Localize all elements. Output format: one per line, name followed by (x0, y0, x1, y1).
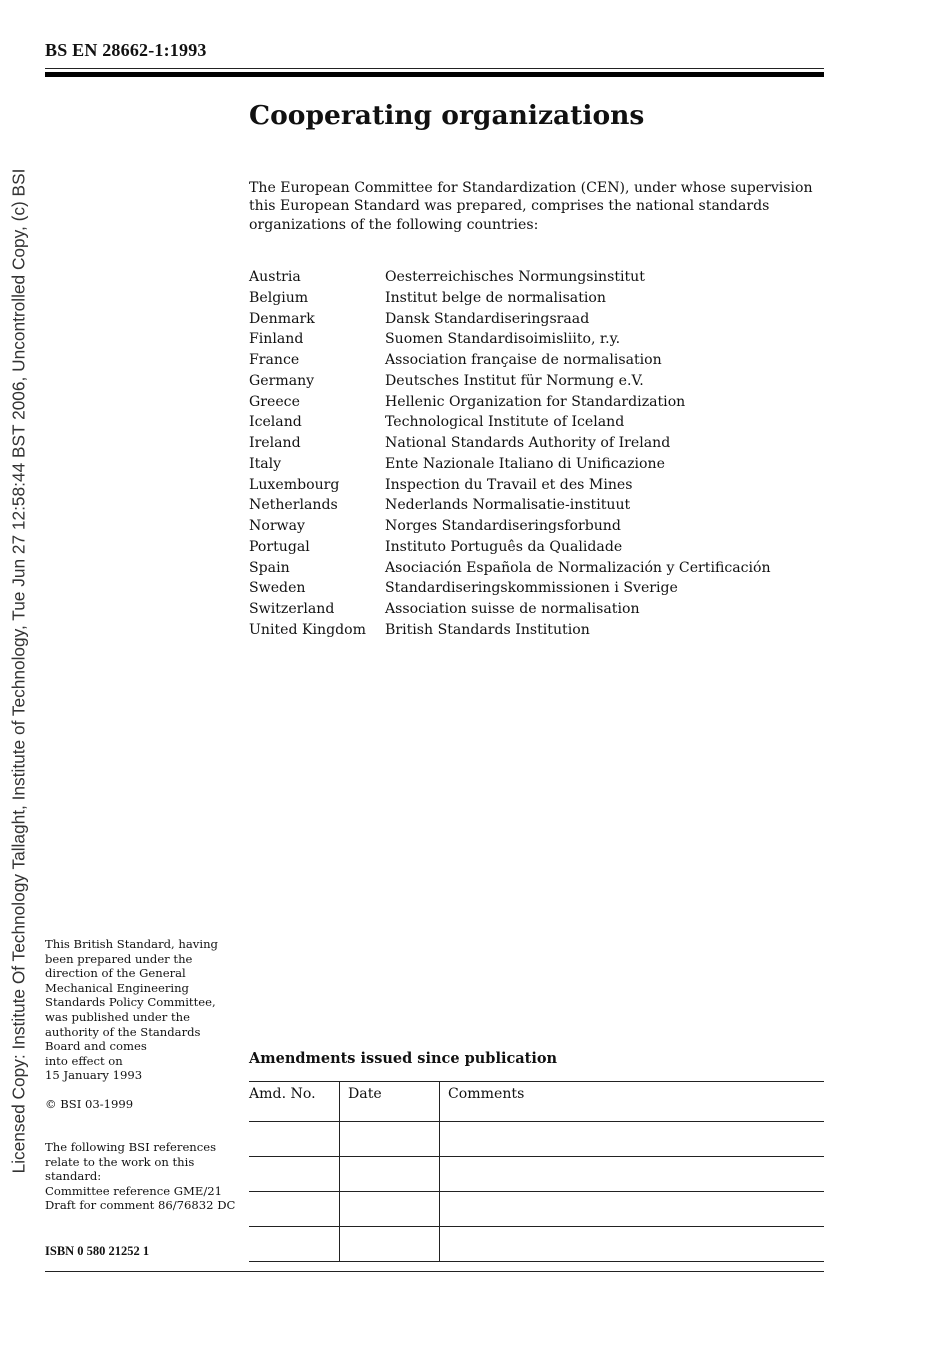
amendments-title: Amendments issued since publication (249, 1050, 558, 1067)
organization-name: Nederlands Normalisatie-instituut (385, 497, 631, 514)
country-name: Denmark (249, 310, 315, 327)
list-item (249, 267, 771, 288)
committee-reference: Committee reference GME/21 (45, 1183, 222, 1198)
list-item (249, 475, 771, 496)
list-item (249, 454, 771, 475)
bsi-references-line: relate to the work on this (45, 1154, 195, 1169)
column-header-date: Date (340, 1082, 440, 1122)
publication-note-line: Standards Policy Committee, (45, 995, 216, 1010)
organization-name: Inspection du Travail et des Mines (385, 476, 633, 493)
publication-note-line: direction of the General (45, 966, 186, 981)
publication-note-line: This British Standard, having (45, 937, 218, 951)
country-name: United Kingdom (249, 621, 366, 638)
organization-name: British Standards Institution (385, 621, 590, 638)
organization-name: Oesterreichisches Normungsinstitut (385, 269, 645, 285)
country-name: Ireland (249, 435, 301, 451)
list-item (249, 288, 771, 309)
header-rule-thin (45, 68, 824, 69)
organization-name: Institut belge de normalisation (385, 289, 606, 306)
list-item (249, 578, 771, 599)
organization-name: Deutsches Institut für Normung e.V. (385, 372, 644, 389)
footer-rule (45, 1271, 824, 1272)
organization-name: Suomen Standardisoimisliito, r.y. (385, 331, 621, 348)
list-item (249, 433, 771, 454)
table-cell (340, 1192, 440, 1227)
publication-note-line: authority of the Standards (45, 1024, 201, 1039)
organization-name: Association française de normalisation (385, 352, 662, 368)
list-item (249, 599, 771, 620)
list-item (249, 329, 771, 350)
organization-name: Association suisse de normalisation (385, 601, 640, 617)
page-title: Cooperating organizations (249, 100, 645, 131)
organization-name: Norges Standardiseringsforbund (385, 518, 621, 534)
table-row (249, 1227, 824, 1262)
publication-note-line: Board and comes (45, 1039, 147, 1054)
table-cell (440, 1192, 825, 1227)
table-row (249, 1122, 824, 1157)
publication-note-line: was published under the (45, 1009, 191, 1024)
column-header-comments: Comments (440, 1082, 825, 1122)
isbn: ISBN 0 580 21252 1 (45, 1244, 150, 1258)
draft-reference: Draft for comment 86/76832 DC (45, 1198, 236, 1213)
country-name: Norway (249, 518, 305, 534)
list-item (249, 516, 771, 537)
bsi-references-line: standard: (45, 1169, 102, 1184)
table-cell (440, 1227, 825, 1262)
table-cell (249, 1192, 340, 1227)
header-rule-thick (45, 72, 824, 77)
amendments-table (249, 1081, 824, 1262)
country-name: Netherlands (249, 497, 338, 514)
list-item (249, 558, 771, 579)
organization-name: Dansk Standardiseringsraad (385, 310, 590, 327)
country-name: Belgium (249, 289, 309, 306)
organization-name: Asociación Española de Normalización y Certificación (385, 559, 771, 576)
bsi-references-line: The following BSI references (45, 1140, 217, 1154)
table-cell (340, 1227, 440, 1262)
country-name: Sweden (249, 580, 306, 597)
table-cell (249, 1227, 340, 1262)
country-name: Switzerland (249, 601, 335, 617)
organization-name: Technological Institute of Iceland (385, 414, 625, 431)
country-name: Finland (249, 331, 304, 348)
list-item (249, 412, 771, 433)
country-name: Austria (249, 269, 301, 285)
bsi-references (45, 1140, 240, 1213)
table-row (249, 1192, 824, 1227)
country-name: Italy (249, 455, 282, 472)
organization-name: Instituto Português da Qualidade (385, 538, 623, 555)
country-name: Iceland (249, 414, 302, 431)
organizations-list (249, 267, 771, 641)
organization-name: National Standards Authority of Ireland (385, 435, 671, 451)
country-name: Germany (249, 372, 315, 389)
table-cell (340, 1122, 440, 1157)
list-item (249, 495, 771, 516)
license-watermark: Licensed Copy: Institute Of Technology Tallaght, Institute of Technology, Tue Jun 27 12:58:44 BST 2006, Uncontrolled Copy, (c) BSI (8, 168, 29, 1174)
organization-name: Standardiseringskommissionen i Sverige (385, 580, 678, 597)
list-item (249, 537, 771, 558)
country-name: France (249, 352, 300, 368)
organization-name: Hellenic Organization for Standardization (385, 393, 686, 410)
country-name: Portugal (249, 538, 310, 555)
table-cell (249, 1157, 340, 1192)
publication-date: 15 January 1993 (45, 1068, 143, 1083)
country-name: Greece (249, 393, 300, 410)
list-item (249, 392, 771, 413)
document-code: BS EN 28662-1:1993 (45, 40, 207, 60)
publication-note (45, 937, 240, 1083)
publication-note-line: Mechanical Engineering (45, 980, 189, 995)
list-item (249, 350, 771, 371)
table-cell (340, 1157, 440, 1192)
table-cell (440, 1122, 825, 1157)
country-name: Spain (249, 559, 290, 576)
table-cell (249, 1122, 340, 1157)
intro-paragraph: The European Committee for Standardization (CEN), under whose supervision this European Standard was prepared, comprises the national standards organizations of the following countries: (249, 180, 813, 233)
list-item (249, 620, 771, 641)
organization-name: Ente Nazionale Italiano di Unificazione (385, 455, 665, 472)
list-item (249, 309, 771, 330)
column-header-amd-no: Amd. No. (249, 1082, 340, 1122)
publication-note-line: into effect on (45, 1053, 123, 1068)
copyright-note: © BSI 03-1999 (45, 1097, 134, 1111)
list-item (249, 371, 771, 392)
publication-note-line: been prepared under the (45, 951, 193, 966)
country-name: Luxembourg (249, 476, 340, 493)
table-header-row (249, 1082, 824, 1122)
table-cell (440, 1157, 825, 1192)
table-row (249, 1157, 824, 1192)
